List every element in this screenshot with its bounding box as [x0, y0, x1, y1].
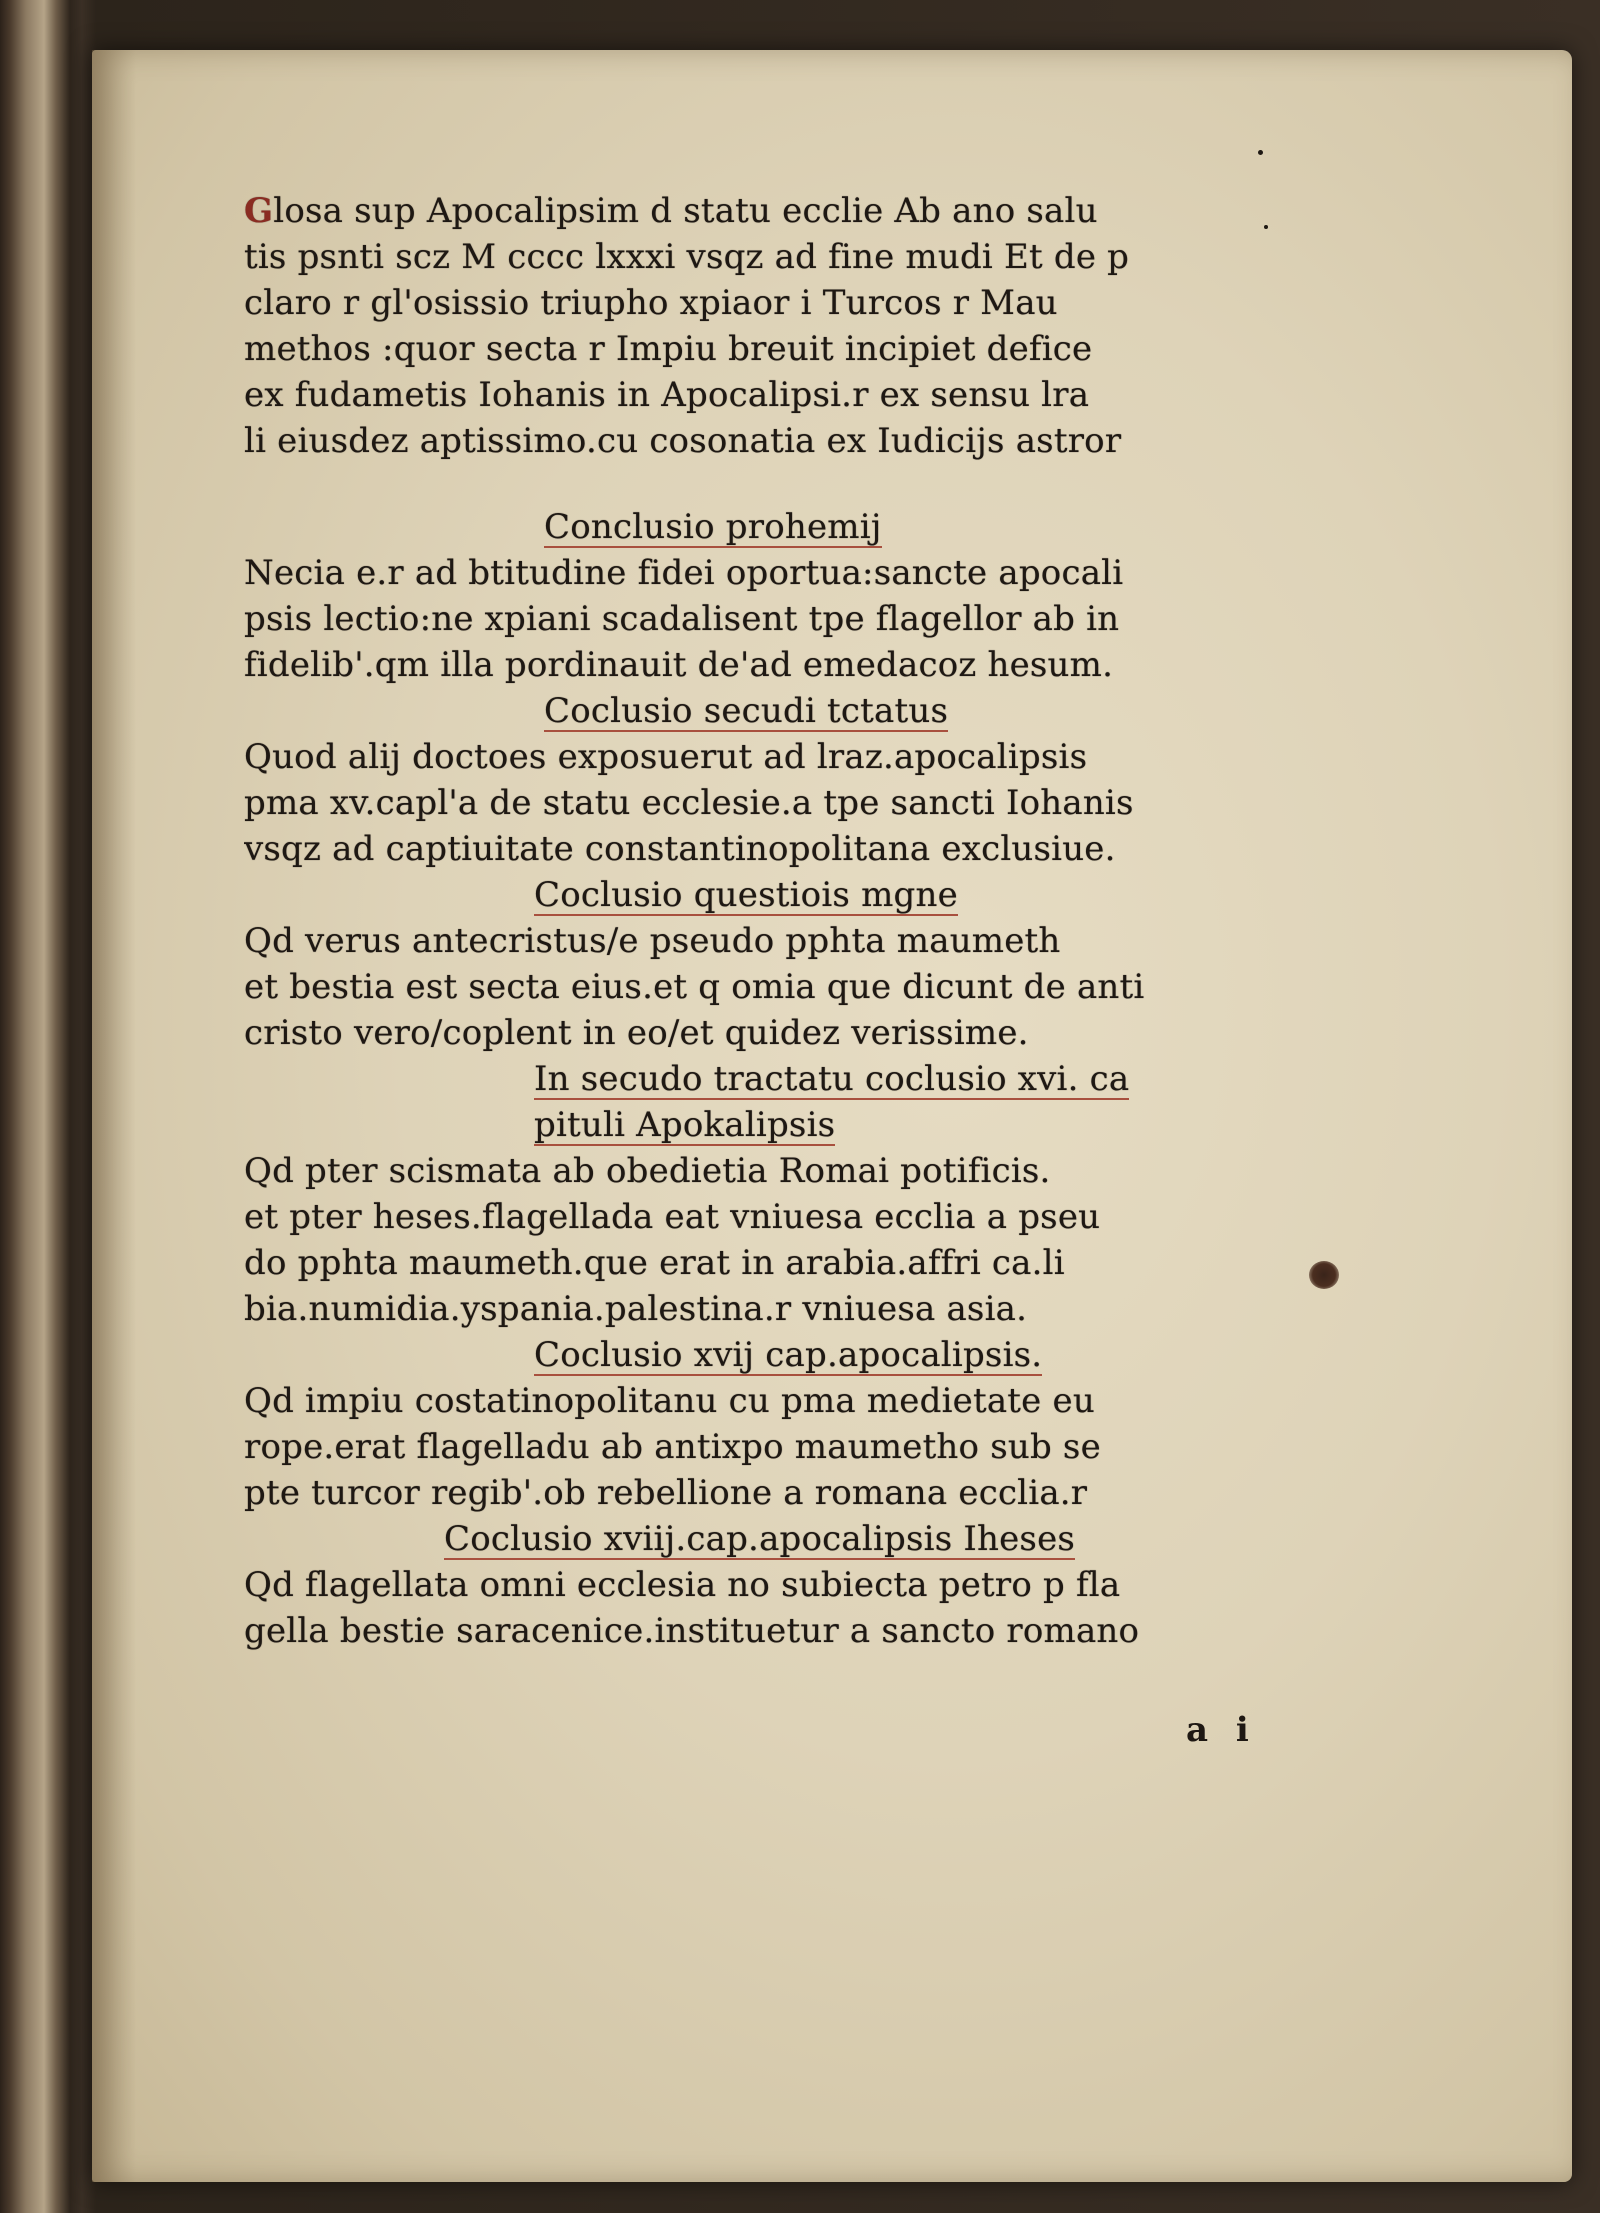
- heading-text: Coclusio xvij cap.apocalipsis.: [534, 1335, 1043, 1375]
- heading-text: Coclusio questiois mgne: [534, 875, 958, 915]
- text-line: fidelib'.qm illa pordinauit de'ad emedacoz hesum.: [244, 645, 1114, 685]
- text-line: do pphta maumeth.que erat in arabia.affri ca.li: [244, 1243, 1065, 1283]
- text-line: et pter heses.flagellada eat vniuesa ecclia a pseu: [244, 1197, 1101, 1237]
- book-page: [92, 50, 1572, 2182]
- text-line: Quod alij doctoes exposuerut ad lraz.apocalipsis: [244, 737, 1088, 777]
- text-line: tis psnti scz M cccc lxxxi vsqz ad fine mudi Et de p: [244, 237, 1130, 277]
- heading-coclusio-xvij: [244, 1332, 1264, 1378]
- text-line: rope.erat flagelladu ab antixpo maumetho sub se: [244, 1427, 1101, 1467]
- text-line: claro r gl'osissio triupho xpiaor i Turcos r Mau: [244, 283, 1058, 323]
- text-line: methos :quor secta r Impiu breuit incipiet defice: [244, 329, 1093, 369]
- heading-conclusio-prohemij: [244, 504, 1264, 550]
- heading-coclusio-questiois: [244, 872, 1264, 918]
- line-text: losa sup Apocalipsim d statu ecclie Ab ano salu: [273, 191, 1098, 231]
- text-line: cristo vero/coplent in eo/et quidez verissime.: [244, 1013, 1029, 1053]
- text-line: Qd pter scismata ab obedietia Romai potificis.: [244, 1151, 1051, 1191]
- text-line: bia.numidia.yspania.palestina.r vniuesa asia.: [244, 1289, 1028, 1329]
- heading-text: In secudo tractatu coclusio xvi. ca: [534, 1059, 1130, 1099]
- text-line: gella bestie saracenice.instituetur a sancto romano: [244, 1611, 1140, 1651]
- text-line: ex fudametis Iohanis in Apocalipsi.r ex sensu lra: [244, 375, 1090, 415]
- signature-mark: a i: [1186, 1710, 1257, 1750]
- text-line: pma xv.capl'a de statu ecclesie.a tpe sancti Iohanis: [244, 783, 1134, 823]
- text-block: [244, 188, 1264, 1654]
- heading-coclusio-secundi: [244, 688, 1264, 734]
- text-line: et bestia est secta eius.et q omia que dicunt de anti: [244, 967, 1145, 1007]
- text-line: Necia e.r ad btitudine fidei oportua:sancte apocali: [244, 553, 1124, 593]
- heading-text: Conclusio prohemij: [544, 507, 882, 547]
- text-line: Qd flagellata omni ecclesia no subiecta petro p fla: [244, 1565, 1121, 1605]
- ink-blot: [1309, 1261, 1339, 1289]
- text-line: li eiusdez aptissimo.cu cosonatia ex Iudicijs astror: [244, 421, 1122, 461]
- text-line: [244, 188, 1264, 234]
- text-line: Qd verus antecristus/e pseudo pphta maumeth: [244, 921, 1061, 961]
- heading-text: Coclusio xviij.cap.apocalipsis Iheses: [444, 1519, 1076, 1559]
- text-line: vsqz ad captiuitate constantinopolitana exclusiue.: [244, 829, 1116, 869]
- heading-text: pituli Apokalipsis: [534, 1105, 836, 1145]
- text-line: pte turcor regib'.ob rebellione a romana ecclia.r: [244, 1473, 1088, 1513]
- heading-text: Coclusio secudi tctatus: [544, 691, 949, 731]
- ink-speck: [1264, 225, 1268, 229]
- heading-coclusio-xviij: [244, 1516, 1264, 1562]
- page-gutter-shadow: [92, 50, 136, 2182]
- heading-secundo-tractatu: [244, 1056, 1264, 1102]
- heading-secundo-tractatu-cont: [244, 1102, 1264, 1148]
- text-line: psis lectio:ne xpiani scadalisent tpe flagellor ab in: [244, 599, 1120, 639]
- ink-speck: [1258, 150, 1263, 155]
- rubric-initial: G: [244, 191, 274, 231]
- text-line: Qd impiu costatinopolitanu cu pma medietate eu: [244, 1381, 1095, 1421]
